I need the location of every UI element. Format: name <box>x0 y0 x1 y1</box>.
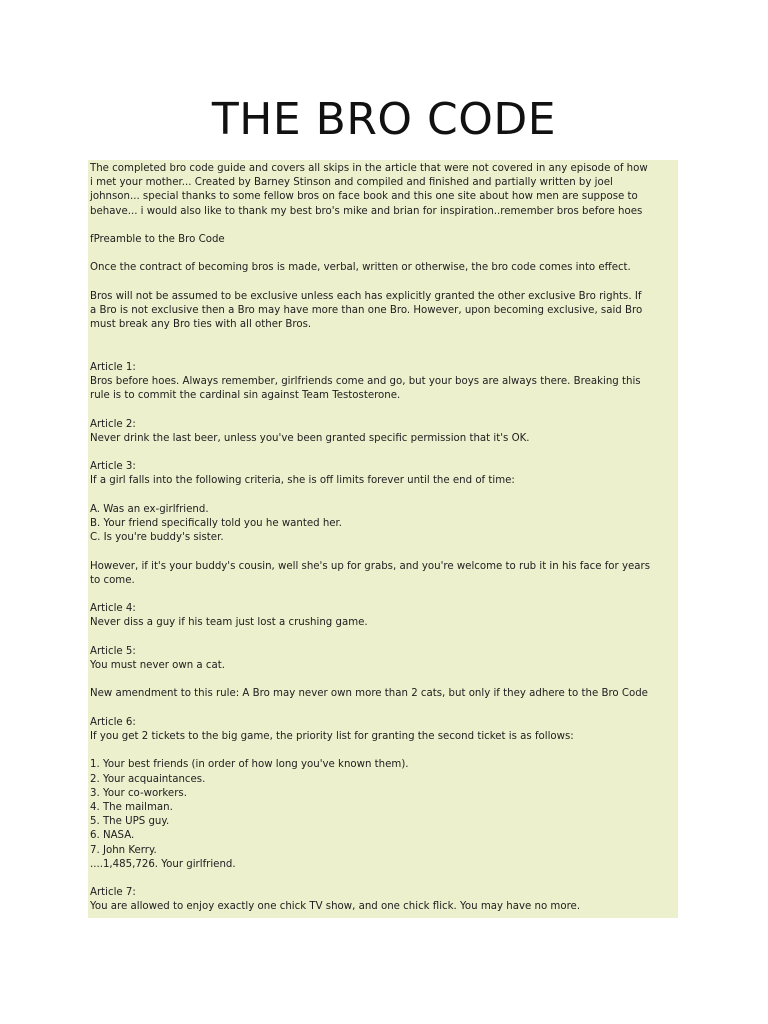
article-line: You are allowed to enjoy exactly one chick TV show, and one chick flick. You may have no more. <box>90 901 581 913</box>
intro-paragraph <box>90 162 676 219</box>
article-line: Never diss a guy if his team just lost a crushing game. <box>90 617 368 629</box>
intro-line: behave... i would also like to thank my best bro's mike and brian for inspiration..remember bros before hoes <box>90 205 643 217</box>
article-heading: Article 7: <box>90 887 136 899</box>
article-line: Bros before hoes. Always remember, girlfriends come and go, but your boys are always there. Breaking this <box>90 375 641 387</box>
priority-item: 6. NASA. <box>90 830 135 842</box>
article-line: Never drink the last beer, unless you've been granted specific permission that it's OK. <box>90 432 530 444</box>
article-line: rule is to commit the cardinal sin against Team Testosterone. <box>90 390 401 402</box>
article-2 <box>90 418 676 446</box>
exclusive-paragraph <box>90 290 676 333</box>
priority-item: 4. The mailman. <box>90 801 173 813</box>
criteria-item: C. Is you're buddy's sister. <box>90 532 224 544</box>
exclusive-line: Bros will not be assumed to be exclusive unless each has explicitly granted the other exclusive Bro rights. If <box>90 290 642 302</box>
article-5-amendment: New amendment to this rule: A Bro may never own more than 2 cats, but only if they adhere to the Bro Code <box>90 688 648 700</box>
article-6 <box>90 716 676 744</box>
article-3-criteria <box>90 503 676 546</box>
article-heading: Article 6: <box>90 716 136 728</box>
article-line: If a girl falls into the following criteria, she is off limits forever until the end of time: <box>90 475 515 487</box>
article-heading: Article 5: <box>90 645 136 657</box>
article-heading: Article 3: <box>90 461 136 473</box>
article-heading: Article 2: <box>90 418 136 430</box>
article-heading: Article 4: <box>90 603 136 615</box>
criteria-item: B. Your friend specifically told you he wanted her. <box>90 517 343 529</box>
article-heading: Article 1: <box>90 361 136 373</box>
article-line: to come. <box>90 574 135 586</box>
intro-line: The completed bro code guide and covers all skips in the article that were not covered in any episode of how <box>90 163 648 174</box>
priority-item: ....1,485,726. Your girlfriend. <box>90 858 236 870</box>
article-6-priority-list <box>90 758 676 872</box>
article-4 <box>90 602 676 630</box>
criteria-item: A. Was an ex-girlfriend. <box>90 503 209 515</box>
article-3-however <box>90 560 676 588</box>
article-7 <box>90 886 676 914</box>
article-line: However, if it's your buddy's cousin, well she's up for grabs, and you're welcome to rub it in his face for years <box>90 560 650 572</box>
priority-item: 3. Your co-workers. <box>90 787 187 799</box>
document-body <box>88 160 678 918</box>
preamble-text: Once the contract of becoming bros is made, verbal, written or otherwise, the bro code comes into effect. <box>90 262 631 274</box>
preamble-heading: fPreamble to the Bro Code <box>90 234 225 245</box>
priority-item: 2. Your acquaintances. <box>90 773 206 785</box>
priority-item: 1. Your best friends (in order of how long you've known them). <box>90 759 409 771</box>
priority-item: 5. The UPS guy. <box>90 816 170 828</box>
intro-line: johnson... special thanks to some fellow bros on face book and this one site about how men are suppose to <box>90 191 638 203</box>
exclusive-line: must break any Bro ties with all other Bros. <box>90 319 312 331</box>
article-line: If you get 2 tickets to the big game, the priority list for granting the second ticket is as follows: <box>90 730 574 742</box>
exclusive-line: a Bro is not exclusive then a Bro may have more than one Bro. However, upon becoming exclusive, said Bro <box>90 304 643 316</box>
article-line: You must never own a cat. <box>90 659 225 671</box>
priority-item: 7. John Kerry. <box>90 844 157 856</box>
intro-line: i met your mother... Created by Barney Stinson and compiled and finished and partially written by joel <box>90 177 613 189</box>
article-1 <box>90 361 676 404</box>
document-title: THE BRO CODE <box>211 94 557 145</box>
article-3 <box>90 460 676 488</box>
article-5 <box>90 645 676 673</box>
